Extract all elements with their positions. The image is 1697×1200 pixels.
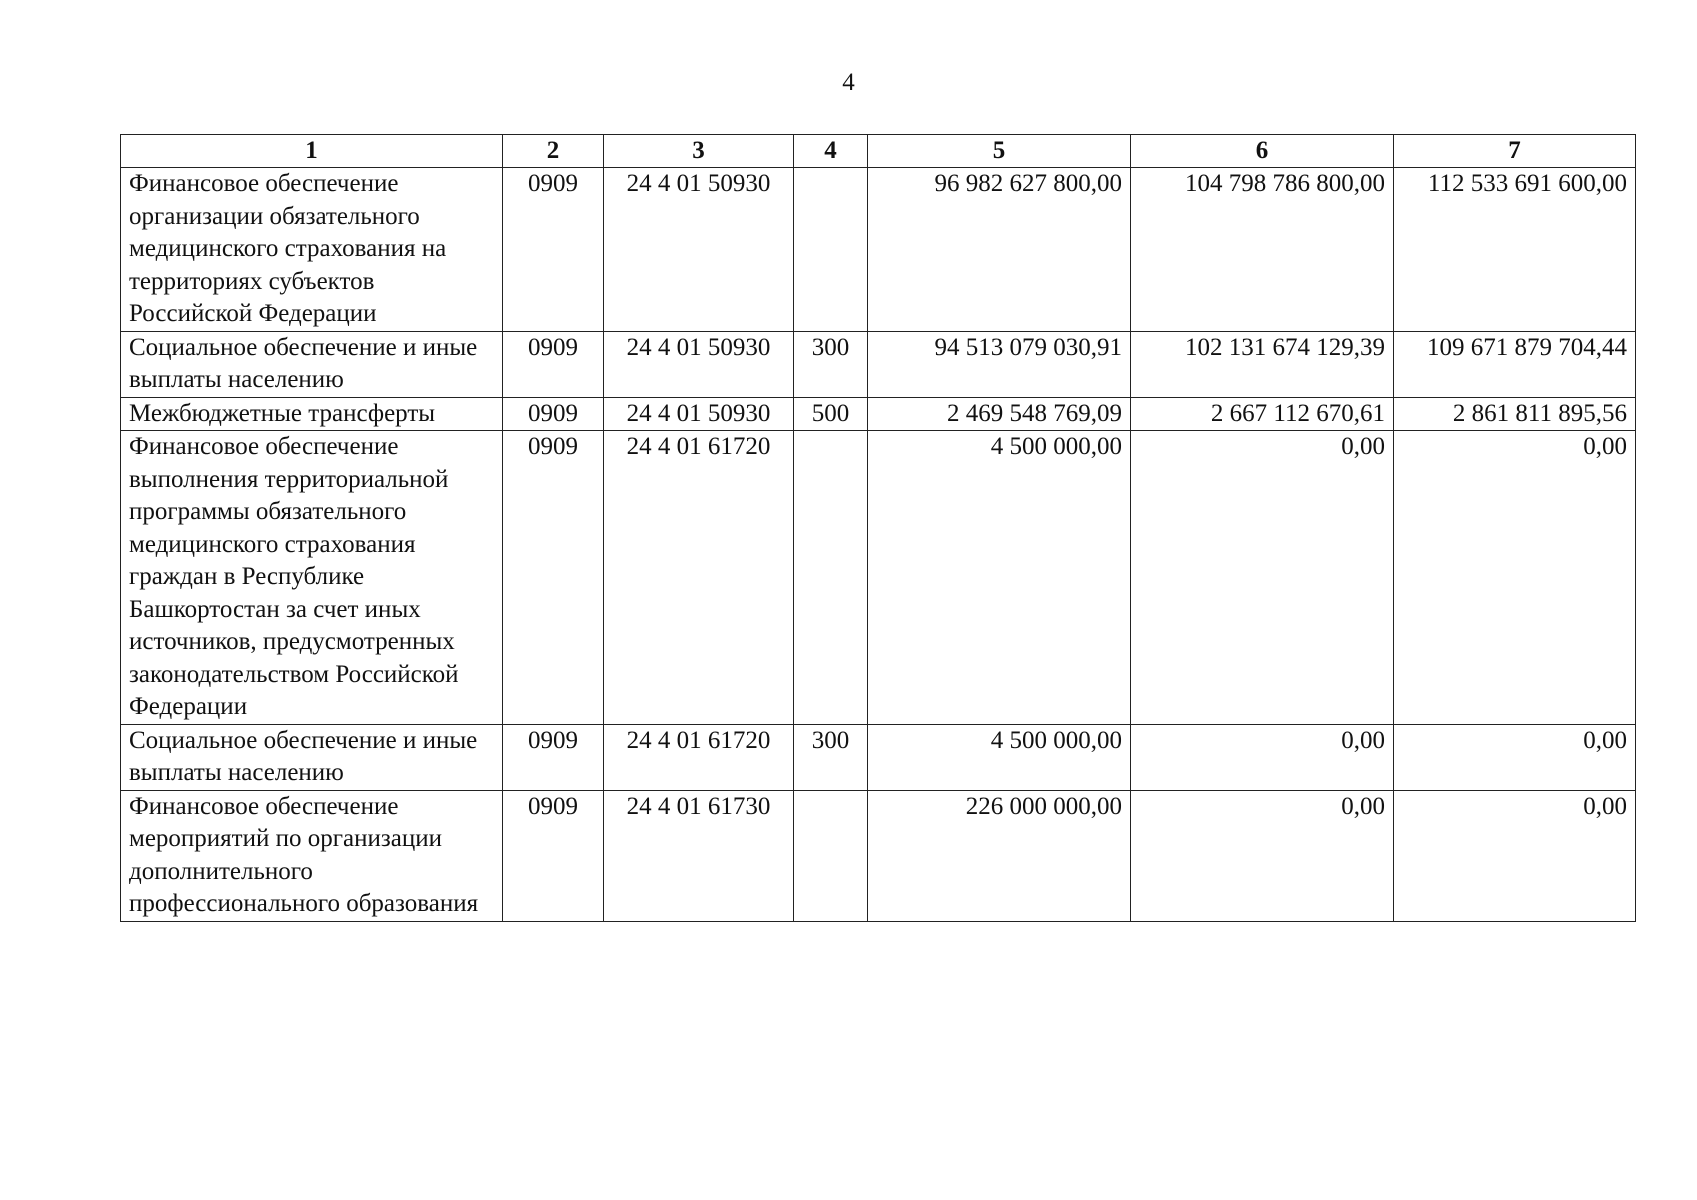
amount-2-cell: 2 667 112 670,61 bbox=[1131, 397, 1394, 431]
column-header-6: 6 bbox=[1131, 135, 1394, 168]
budget-table bbox=[120, 134, 1636, 922]
expense-type-cell bbox=[794, 168, 868, 332]
amount-1-cell: 94 513 079 030,91 bbox=[868, 331, 1131, 397]
column-header-2: 2 bbox=[503, 135, 604, 168]
page-number: 4 bbox=[842, 69, 855, 96]
table-row bbox=[121, 790, 1636, 921]
amount-3-cell: 109 671 879 704,44 bbox=[1394, 331, 1636, 397]
amount-2-cell: 0,00 bbox=[1131, 724, 1394, 790]
column-header-7: 7 bbox=[1394, 135, 1636, 168]
expense-name-cell: Социальное обеспечение и иные выплаты населению bbox=[121, 331, 503, 397]
amount-3-cell: 2 861 811 895,56 bbox=[1394, 397, 1636, 431]
column-header-4: 4 bbox=[794, 135, 868, 168]
section-code-cell: 0909 bbox=[503, 168, 604, 332]
target-article-cell: 24 4 01 50930 bbox=[604, 168, 794, 332]
target-article-cell: 24 4 01 50930 bbox=[604, 331, 794, 397]
target-article-cell: 24 4 01 61730 bbox=[604, 790, 794, 921]
expense-name-cell: Финансовое обеспечение выполнения территориальной программы обязательного медицинского страхования граждан в Республике Башкортостан за счет иных источников, предусмотренных законодательством Российской Федерации bbox=[121, 431, 503, 725]
target-article-cell: 24 4 01 61720 bbox=[604, 431, 794, 725]
expense-name-cell: Финансовое обеспечение организации обязательного медицинского страхования на территориях субъектов Российской Федерации bbox=[121, 168, 503, 332]
expense-type-cell bbox=[794, 790, 868, 921]
amount-1-cell: 226 000 000,00 bbox=[868, 790, 1131, 921]
expense-name-cell: Финансовое обеспечение мероприятий по организации дополнительного профессионального образования bbox=[121, 790, 503, 921]
expense-type-cell: 300 bbox=[794, 724, 868, 790]
column-header-3: 3 bbox=[604, 135, 794, 168]
section-code-cell: 0909 bbox=[503, 331, 604, 397]
table-row bbox=[121, 331, 1636, 397]
amount-2-cell: 102 131 674 129,39 bbox=[1131, 331, 1394, 397]
column-header-1: 1 bbox=[121, 135, 503, 168]
amount-1-cell: 2 469 548 769,09 bbox=[868, 397, 1131, 431]
expense-type-cell: 500 bbox=[794, 397, 868, 431]
amount-3-cell: 0,00 bbox=[1394, 724, 1636, 790]
amount-1-cell: 4 500 000,00 bbox=[868, 724, 1131, 790]
expense-type-cell: 300 bbox=[794, 331, 868, 397]
section-code-cell: 0909 bbox=[503, 724, 604, 790]
expense-name-cell: Межбюджетные трансферты bbox=[121, 397, 503, 431]
amount-1-cell: 96 982 627 800,00 bbox=[868, 168, 1131, 332]
table-row bbox=[121, 431, 1636, 725]
target-article-cell: 24 4 01 50930 bbox=[604, 397, 794, 431]
header-row bbox=[121, 135, 1636, 168]
expense-type-cell bbox=[794, 431, 868, 725]
amount-2-cell: 0,00 bbox=[1131, 790, 1394, 921]
section-code-cell: 0909 bbox=[503, 431, 604, 725]
amount-3-cell: 112 533 691 600,00 bbox=[1394, 168, 1636, 332]
section-code-cell: 0909 bbox=[503, 790, 604, 921]
column-header-5: 5 bbox=[868, 135, 1131, 168]
expense-name-cell: Социальное обеспечение и иные выплаты населению bbox=[121, 724, 503, 790]
amount-1-cell: 4 500 000,00 bbox=[868, 431, 1131, 725]
target-article-cell: 24 4 01 61720 bbox=[604, 724, 794, 790]
amount-2-cell: 0,00 bbox=[1131, 431, 1394, 725]
table-row bbox=[121, 724, 1636, 790]
amount-3-cell: 0,00 bbox=[1394, 790, 1636, 921]
amount-2-cell: 104 798 786 800,00 bbox=[1131, 168, 1394, 332]
table-row bbox=[121, 397, 1636, 431]
amount-3-cell: 0,00 bbox=[1394, 431, 1636, 725]
section-code-cell: 0909 bbox=[503, 397, 604, 431]
table-row bbox=[121, 168, 1636, 332]
